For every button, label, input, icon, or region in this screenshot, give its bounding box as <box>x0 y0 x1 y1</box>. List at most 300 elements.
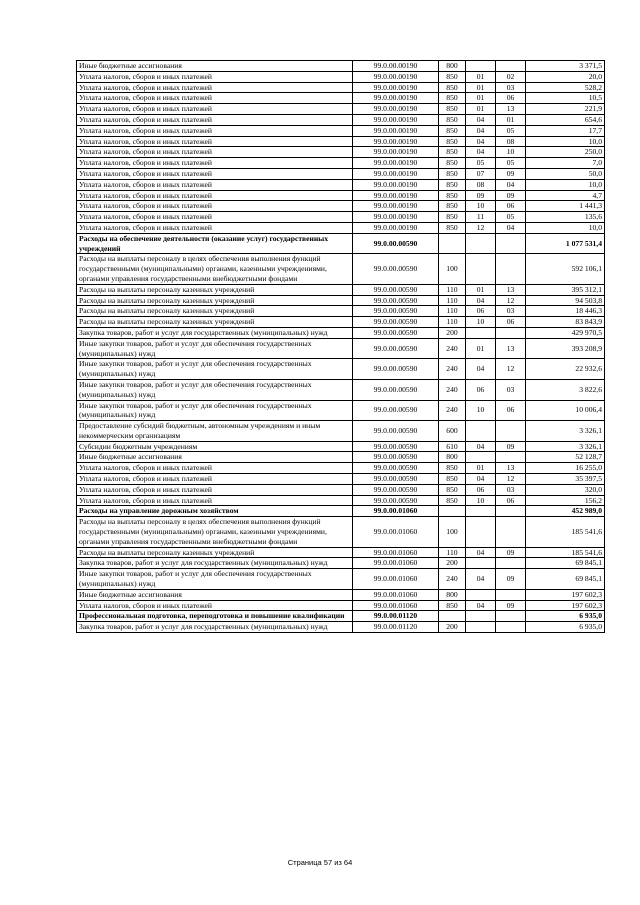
row-section: 04 <box>466 125 496 136</box>
row-name: Иные закупки товаров, работ и услуг для обеспечения государственных (муниципальных) нужд <box>77 400 353 421</box>
row-section: 04 <box>466 136 496 147</box>
row-expense-type: 100 <box>439 254 466 284</box>
row-section <box>466 611 496 622</box>
row-name: Уплата налогов, сборов и иных платежей <box>77 158 353 169</box>
row-name: Иные бюджетные ассигнования <box>77 452 353 463</box>
row-section: 10 <box>466 201 496 212</box>
row-section: 05 <box>466 158 496 169</box>
row-section: 09 <box>466 190 496 201</box>
budget-table-body <box>77 61 605 633</box>
row-name: Уплата налогов, сборов и иных платежей <box>77 474 353 485</box>
row-amount: 83 843,9 <box>526 317 605 328</box>
row-subsection: 12 <box>496 474 526 485</box>
table-row <box>77 569 605 590</box>
table-row <box>77 212 605 223</box>
row-amount: 7,0 <box>526 158 605 169</box>
row-subsection <box>496 622 526 633</box>
row-expense-type: 240 <box>439 338 466 359</box>
row-section: 08 <box>466 179 496 190</box>
table-row <box>77 306 605 317</box>
table-row <box>77 168 605 179</box>
row-expense-type: 800 <box>439 589 466 600</box>
row-amount: 16 255,0 <box>526 463 605 474</box>
row-expense-type: 110 <box>439 284 466 295</box>
row-amount: 3 326,1 <box>526 421 605 442</box>
row-code: 99.0.00.00190 <box>353 147 439 158</box>
row-section <box>466 61 496 72</box>
row-amount: 94 503,8 <box>526 295 605 306</box>
row-name: Закупка товаров, работ и услуг для государственных (муниципальных) нужд <box>77 327 353 338</box>
row-name: Иные бюджетные ассигнования <box>77 589 353 600</box>
row-amount: 35 397,5 <box>526 474 605 485</box>
row-section: 10 <box>466 400 496 421</box>
table-row <box>77 179 605 190</box>
row-expense-type: 240 <box>439 569 466 590</box>
row-name: Расходы на выплаты персоналу в целях обеспечения выполнения функций государственными (муниципальными) органами, казенными учреждениями, органами управления государственными внебюджетными фондами <box>77 517 353 547</box>
row-name: Уплата налогов, сборов и иных платежей <box>77 147 353 158</box>
row-expense-type: 850 <box>439 147 466 158</box>
row-amount: 17,7 <box>526 125 605 136</box>
row-expense-type: 240 <box>439 359 466 380</box>
row-subsection: 10 <box>496 147 526 158</box>
row-code: 99.0.00.00190 <box>353 222 439 233</box>
row-section: 01 <box>466 93 496 104</box>
row-expense-type: 610 <box>439 441 466 452</box>
table-row <box>77 400 605 421</box>
row-amount: 452 989,0 <box>526 506 605 517</box>
row-code: 99.0.00.00190 <box>353 201 439 212</box>
row-subsection <box>496 517 526 547</box>
table-row <box>77 484 605 495</box>
row-section <box>466 452 496 463</box>
row-amount: 393 208,9 <box>526 338 605 359</box>
row-name: Уплата налогов, сборов и иных платежей <box>77 495 353 506</box>
row-amount: 4,7 <box>526 190 605 201</box>
table-row <box>77 317 605 328</box>
row-section: 01 <box>466 104 496 115</box>
row-amount: 320,0 <box>526 484 605 495</box>
row-name: Уплата налогов, сборов и иных платежей <box>77 168 353 179</box>
row-code: 99.0.00.00590 <box>353 452 439 463</box>
row-subsection: 05 <box>496 158 526 169</box>
row-section: 01 <box>466 463 496 474</box>
row-name: Профессиональная подготовка, переподготовка и повышение квалификации <box>77 611 353 622</box>
row-code: 99.0.00.00590 <box>353 463 439 474</box>
row-subsection: 13 <box>496 104 526 115</box>
row-code: 99.0.00.00590 <box>353 254 439 284</box>
row-subsection: 08 <box>496 136 526 147</box>
row-expense-type: 110 <box>439 306 466 317</box>
row-code: 99.0.00.00590 <box>353 317 439 328</box>
row-name: Уплата налогов, сборов и иных платежей <box>77 136 353 147</box>
row-code: 99.0.00.00590 <box>353 295 439 306</box>
row-code: 99.0.00.00590 <box>353 379 439 400</box>
table-row <box>77 359 605 380</box>
row-subsection: 06 <box>496 400 526 421</box>
row-name: Иные бюджетные ассигнования <box>77 61 353 72</box>
row-section <box>466 327 496 338</box>
row-expense-type: 850 <box>439 104 466 115</box>
row-code: 99.0.00.00590 <box>353 495 439 506</box>
row-code: 99.0.00.01060 <box>353 589 439 600</box>
row-subsection: 04 <box>496 179 526 190</box>
row-subsection <box>496 452 526 463</box>
table-row <box>77 136 605 147</box>
row-code: 99.0.00.01060 <box>353 558 439 569</box>
row-amount: 3 822,6 <box>526 379 605 400</box>
row-section: 04 <box>466 147 496 158</box>
row-subsection <box>496 506 526 517</box>
table-row <box>77 495 605 506</box>
row-name: Уплата налогов, сборов и иных платежей <box>77 201 353 212</box>
row-subsection: 09 <box>496 547 526 558</box>
table-row <box>77 441 605 452</box>
row-name: Расходы на выплаты персоналу казенных учреждений <box>77 284 353 295</box>
row-name: Расходы на выплаты персоналу казенных учреждений <box>77 295 353 306</box>
table-row <box>77 104 605 115</box>
row-code: 99.0.00.00190 <box>353 190 439 201</box>
row-code: 99.0.00.00190 <box>353 136 439 147</box>
row-expense-type: 850 <box>439 71 466 82</box>
row-amount: 185 541,6 <box>526 547 605 558</box>
row-expense-type: 850 <box>439 495 466 506</box>
row-code: 99.0.00.00190 <box>353 168 439 179</box>
row-section: 04 <box>466 547 496 558</box>
row-name: Расходы на выплаты персоналу казенных учреждений <box>77 547 353 558</box>
table-row <box>77 558 605 569</box>
row-section: 06 <box>466 306 496 317</box>
row-code: 99.0.00.00190 <box>353 93 439 104</box>
row-section: 06 <box>466 484 496 495</box>
row-name: Уплата налогов, сборов и иных платежей <box>77 600 353 611</box>
row-name: Уплата налогов, сборов и иных платежей <box>77 104 353 115</box>
row-subsection: 03 <box>496 379 526 400</box>
row-amount: 3 326,1 <box>526 441 605 452</box>
row-section: 04 <box>466 600 496 611</box>
row-amount: 197 602,3 <box>526 600 605 611</box>
row-expense-type: 850 <box>439 212 466 223</box>
row-section: 01 <box>466 71 496 82</box>
row-expense-type: 850 <box>439 136 466 147</box>
row-amount: 185 541,6 <box>526 517 605 547</box>
table-row <box>77 61 605 72</box>
table-row <box>77 222 605 233</box>
row-subsection <box>496 421 526 442</box>
row-amount: 250,0 <box>526 147 605 158</box>
row-section: 10 <box>466 495 496 506</box>
row-code: 99.0.00.00590 <box>353 233 439 254</box>
table-row-heading <box>77 506 605 517</box>
row-expense-type: 850 <box>439 168 466 179</box>
row-name: Уплата налогов, сборов и иных платежей <box>77 179 353 190</box>
row-section <box>466 517 496 547</box>
row-code: 99.0.00.00190 <box>353 71 439 82</box>
row-code: 99.0.00.00590 <box>353 421 439 442</box>
row-subsection: 05 <box>496 125 526 136</box>
row-expense-type <box>439 233 466 254</box>
row-code: 99.0.00.01120 <box>353 622 439 633</box>
row-name: Предоставление субсидий бюджетным, автономным учреждениям и иным некоммерческим организациям <box>77 421 353 442</box>
row-subsection <box>496 233 526 254</box>
table-row <box>77 114 605 125</box>
row-section: 12 <box>466 222 496 233</box>
row-expense-type: 200 <box>439 558 466 569</box>
row-amount: 10 006,4 <box>526 400 605 421</box>
row-subsection: 03 <box>496 306 526 317</box>
row-section: 04 <box>466 474 496 485</box>
row-expense-type: 850 <box>439 125 466 136</box>
row-expense-type: 240 <box>439 379 466 400</box>
row-expense-type: 850 <box>439 93 466 104</box>
table-row <box>77 600 605 611</box>
row-subsection: 13 <box>496 463 526 474</box>
row-expense-type: 600 <box>439 421 466 442</box>
row-name: Уплата налогов, сборов и иных платежей <box>77 222 353 233</box>
row-code: 99.0.00.01060 <box>353 517 439 547</box>
row-amount: 592 106,1 <box>526 254 605 284</box>
row-amount: 52 128,7 <box>526 452 605 463</box>
row-section <box>466 421 496 442</box>
row-expense-type: 850 <box>439 463 466 474</box>
table-row <box>77 622 605 633</box>
row-section <box>466 254 496 284</box>
row-section: 07 <box>466 168 496 179</box>
table-row <box>77 452 605 463</box>
row-name: Иные закупки товаров, работ и услуг для обеспечения государственных (муниципальных) нужд <box>77 379 353 400</box>
row-code: 99.0.00.00590 <box>353 400 439 421</box>
row-code: 99.0.00.00190 <box>353 104 439 115</box>
row-expense-type: 850 <box>439 222 466 233</box>
row-amount: 3 371,5 <box>526 61 605 72</box>
row-code: 99.0.00.01120 <box>353 611 439 622</box>
row-subsection: 05 <box>496 212 526 223</box>
row-section <box>466 622 496 633</box>
row-name: Уплата налогов, сборов и иных платежей <box>77 114 353 125</box>
row-code: 99.0.00.00190 <box>353 114 439 125</box>
table-row <box>77 190 605 201</box>
row-code: 99.0.00.00190 <box>353 158 439 169</box>
row-expense-type: 850 <box>439 201 466 212</box>
row-code: 99.0.00.00590 <box>353 306 439 317</box>
row-expense-type: 110 <box>439 547 466 558</box>
row-subsection: 04 <box>496 222 526 233</box>
page-number: Страница 57 из 64 <box>287 858 353 867</box>
row-name: Расходы на выплаты персоналу казенных учреждений <box>77 306 353 317</box>
row-name: Иные закупки товаров, работ и услуг для обеспечения государственных (муниципальных) нужд <box>77 359 353 380</box>
row-amount: 6 935,0 <box>526 622 605 633</box>
row-code: 99.0.00.00590 <box>353 359 439 380</box>
row-name: Расходы на выплаты персоналу в целях обеспечения выполнения функций государственными (муниципальными) органами, казенными учреждениями, органами управления государственными внебюджетными фондами <box>77 254 353 284</box>
row-expense-type: 200 <box>439 622 466 633</box>
table-row <box>77 547 605 558</box>
row-name: Уплата налогов, сборов и иных платежей <box>77 93 353 104</box>
row-amount: 10,0 <box>526 179 605 190</box>
row-name: Уплата налогов, сборов и иных платежей <box>77 190 353 201</box>
row-section <box>466 506 496 517</box>
row-code: 99.0.00.00190 <box>353 212 439 223</box>
row-subsection <box>496 327 526 338</box>
row-expense-type: 850 <box>439 484 466 495</box>
row-code: 99.0.00.00590 <box>353 284 439 295</box>
row-expense-type: 200 <box>439 327 466 338</box>
page-footer <box>0 858 640 867</box>
row-subsection <box>496 254 526 284</box>
table-row <box>77 379 605 400</box>
row-name: Иные закупки товаров, работ и услуг для обеспечения государственных (муниципальных) нужд <box>77 569 353 590</box>
table-row <box>77 82 605 93</box>
row-name: Закупка товаров, работ и услуг для государственных (муниципальных) нужд <box>77 558 353 569</box>
row-subsection <box>496 611 526 622</box>
row-name: Закупка товаров, работ и услуг для государственных (муниципальных) нужд <box>77 622 353 633</box>
table-row <box>77 589 605 600</box>
row-amount: 22 932,6 <box>526 359 605 380</box>
row-expense-type: 850 <box>439 179 466 190</box>
row-subsection: 13 <box>496 284 526 295</box>
row-code: 99.0.00.00590 <box>353 338 439 359</box>
row-name: Расходы на выплаты персоналу казенных учреждений <box>77 317 353 328</box>
row-amount: 6 935,0 <box>526 611 605 622</box>
table-row <box>77 201 605 212</box>
row-code: 99.0.00.00590 <box>353 441 439 452</box>
row-subsection: 06 <box>496 201 526 212</box>
row-subsection: 06 <box>496 495 526 506</box>
row-subsection: 12 <box>496 359 526 380</box>
budget-table <box>76 60 605 633</box>
row-name: Расходы на управление дорожным хозяйством <box>77 506 353 517</box>
row-amount: 395 312,1 <box>526 284 605 295</box>
row-amount: 69 845,1 <box>526 558 605 569</box>
row-code: 99.0.00.00190 <box>353 179 439 190</box>
row-code: 99.0.00.00590 <box>353 484 439 495</box>
row-amount: 654,6 <box>526 114 605 125</box>
row-expense-type: 110 <box>439 317 466 328</box>
row-subsection: 09 <box>496 168 526 179</box>
row-expense-type: 240 <box>439 400 466 421</box>
row-expense-type: 850 <box>439 474 466 485</box>
row-subsection <box>496 558 526 569</box>
row-subsection: 13 <box>496 338 526 359</box>
row-subsection: 09 <box>496 190 526 201</box>
table-row <box>77 254 605 284</box>
row-amount: 135,6 <box>526 212 605 223</box>
row-expense-type: 110 <box>439 295 466 306</box>
row-amount: 18 446,3 <box>526 306 605 317</box>
row-section <box>466 233 496 254</box>
row-expense-type: 100 <box>439 517 466 547</box>
row-section: 01 <box>466 284 496 295</box>
row-name: Уплата налогов, сборов и иных платежей <box>77 71 353 82</box>
row-code: 99.0.00.00190 <box>353 125 439 136</box>
table-row <box>77 295 605 306</box>
row-section: 04 <box>466 359 496 380</box>
row-name: Уплата налогов, сборов и иных платежей <box>77 212 353 223</box>
row-section <box>466 589 496 600</box>
table-row <box>77 71 605 82</box>
table-row <box>77 93 605 104</box>
table-row <box>77 517 605 547</box>
row-section: 01 <box>466 82 496 93</box>
row-amount: 197 602,3 <box>526 589 605 600</box>
row-section: 04 <box>466 114 496 125</box>
row-amount: 1 441,3 <box>526 201 605 212</box>
table-row-heading <box>77 611 605 622</box>
row-name: Уплата налогов, сборов и иных платежей <box>77 82 353 93</box>
row-name: Иные закупки товаров, работ и услуг для обеспечения государственных (муниципальных) нужд <box>77 338 353 359</box>
row-code: 99.0.00.00590 <box>353 474 439 485</box>
row-amount: 429 970,5 <box>526 327 605 338</box>
row-code: 99.0.00.01060 <box>353 547 439 558</box>
row-amount: 20,0 <box>526 71 605 82</box>
row-expense-type: 850 <box>439 190 466 201</box>
row-section: 04 <box>466 441 496 452</box>
row-code: 99.0.00.01060 <box>353 600 439 611</box>
row-name: Уплата налогов, сборов и иных платежей <box>77 125 353 136</box>
row-subsection <box>496 589 526 600</box>
row-name: Расходы на обеспечение деятельности (оказание услуг) государственных учреждений <box>77 233 353 254</box>
row-subsection <box>496 61 526 72</box>
row-code: 99.0.00.00190 <box>353 61 439 72</box>
row-code: 99.0.00.01060 <box>353 506 439 517</box>
table-row <box>77 421 605 442</box>
row-expense-type: 800 <box>439 452 466 463</box>
row-subsection: 02 <box>496 71 526 82</box>
row-section <box>466 558 496 569</box>
row-amount: 10,0 <box>526 222 605 233</box>
row-section: 06 <box>466 379 496 400</box>
row-expense-type: 800 <box>439 61 466 72</box>
row-expense-type: 850 <box>439 82 466 93</box>
row-name: Уплата налогов, сборов и иных платежей <box>77 484 353 495</box>
row-section: 10 <box>466 317 496 328</box>
row-subsection: 03 <box>496 82 526 93</box>
row-amount: 10,5 <box>526 93 605 104</box>
row-subsection: 09 <box>496 569 526 590</box>
row-subsection: 03 <box>496 484 526 495</box>
row-subsection: 09 <box>496 441 526 452</box>
row-expense-type: 850 <box>439 158 466 169</box>
row-amount: 50,0 <box>526 168 605 179</box>
row-expense-type: 850 <box>439 114 466 125</box>
row-expense-type <box>439 611 466 622</box>
row-code: 99.0.00.00190 <box>353 82 439 93</box>
row-amount: 69 845,1 <box>526 569 605 590</box>
row-subsection: 01 <box>496 114 526 125</box>
row-name: Субсидии бюджетным учреждениям <box>77 441 353 452</box>
table-row <box>77 147 605 158</box>
row-section: 04 <box>466 295 496 306</box>
table-row <box>77 338 605 359</box>
table-row <box>77 327 605 338</box>
row-amount: 1 077 531,4 <box>526 233 605 254</box>
table-row <box>77 463 605 474</box>
table-row <box>77 158 605 169</box>
table-row <box>77 284 605 295</box>
table-row <box>77 474 605 485</box>
row-expense-type: 850 <box>439 600 466 611</box>
row-section: 11 <box>466 212 496 223</box>
row-subsection: 09 <box>496 600 526 611</box>
row-subsection: 12 <box>496 295 526 306</box>
table-row <box>77 125 605 136</box>
table-row-heading <box>77 233 605 254</box>
row-code: 99.0.00.01060 <box>353 569 439 590</box>
row-code: 99.0.00.00590 <box>353 327 439 338</box>
row-subsection: 06 <box>496 317 526 328</box>
row-amount: 528,2 <box>526 82 605 93</box>
row-amount: 10,0 <box>526 136 605 147</box>
row-expense-type <box>439 506 466 517</box>
row-amount: 156,2 <box>526 495 605 506</box>
